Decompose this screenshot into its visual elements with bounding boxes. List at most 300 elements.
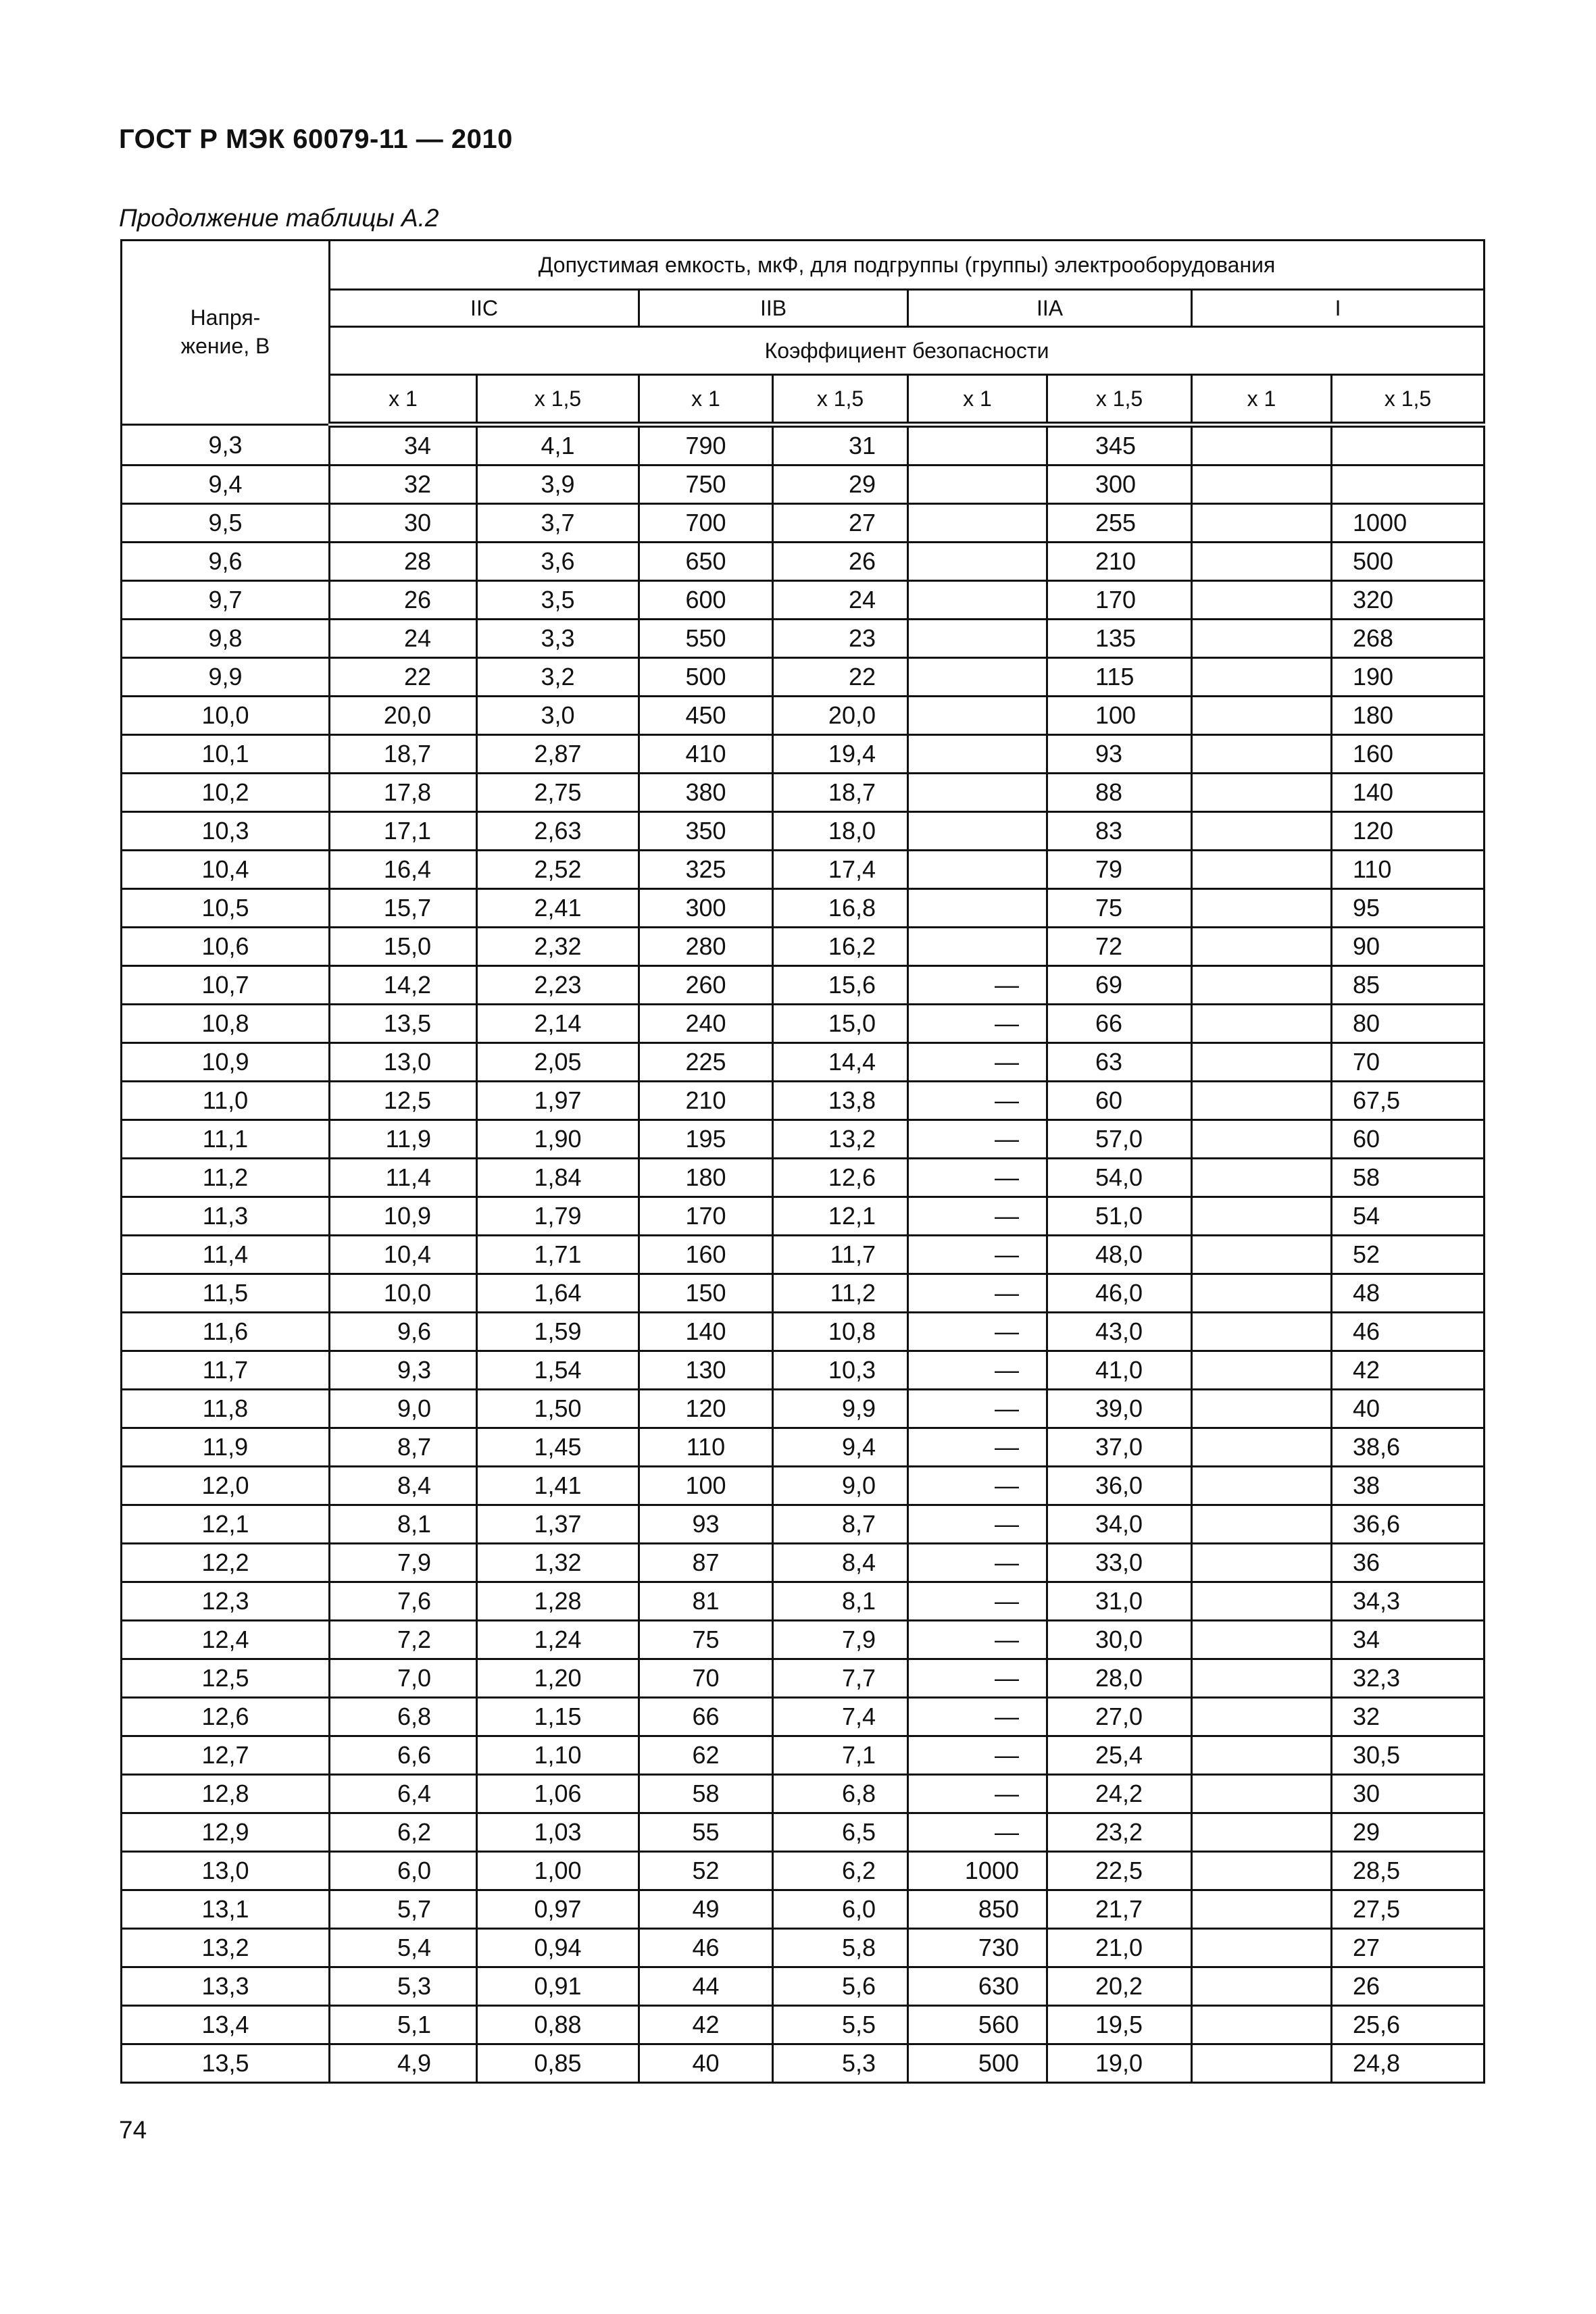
voltage-cell: 13,4 (122, 2006, 330, 2044)
table-row (122, 1582, 1485, 1621)
voltage-cell: 13,2 (122, 1929, 330, 1967)
capacity-cell: 40 (639, 2044, 773, 2083)
capacity-cell: 12,6 (773, 1159, 908, 1197)
capacity-cell: 180 (639, 1159, 773, 1197)
capacity-cell: 300 (639, 889, 773, 928)
capacity-cell: 1,90 (477, 1120, 639, 1159)
capacity-cell (1192, 1813, 1332, 1852)
voltage-cell: 9,5 (122, 504, 330, 543)
capacity-cell: 17,8 (330, 774, 477, 812)
capacity-cell: 93 (1047, 735, 1192, 774)
capacity-cell: 60 (1047, 1082, 1192, 1120)
capacity-cell: 2,63 (477, 812, 639, 851)
factor-header: х 1,5 (1047, 375, 1192, 425)
table-row (122, 2044, 1485, 2083)
capacity-cell: 83 (1047, 812, 1192, 851)
voltage-cell: 11,6 (122, 1313, 330, 1351)
capacity-cell: 32,3 (1332, 1659, 1485, 1698)
capacity-cell: 1,00 (477, 1852, 639, 1890)
capacity-cell: — (908, 1313, 1047, 1351)
capacity-cell: 90 (1332, 928, 1485, 966)
capacity-cell: 54 (1332, 1197, 1485, 1236)
capacity-cell: 135 (1047, 620, 1192, 658)
table-body (122, 425, 1485, 2083)
capacity-cell: 1000 (908, 1852, 1047, 1890)
capacity-cell: 24,8 (1332, 2044, 1485, 2083)
capacity-cell: 120 (639, 1390, 773, 1428)
capacity-cell: 1,45 (477, 1428, 639, 1467)
capacity-cell (908, 466, 1047, 504)
table-row (122, 1929, 1485, 1967)
capacity-cell: 115 (1047, 658, 1192, 697)
capacity-cell: 6,8 (773, 1775, 908, 1813)
voltage-cell: 10,7 (122, 966, 330, 1005)
capacity-cell: 60 (1332, 1120, 1485, 1159)
capacity-cell (908, 851, 1047, 889)
voltage-cell: 12,8 (122, 1775, 330, 1813)
voltage-cell: 10,3 (122, 812, 330, 851)
voltage-cell: 12,3 (122, 1582, 330, 1621)
capacity-cell: 170 (639, 1197, 773, 1236)
capacity-cell: 17,4 (773, 851, 908, 889)
capacity-cell: 210 (639, 1082, 773, 1120)
capacity-cell (1192, 889, 1332, 928)
capacity-cell (1192, 1390, 1332, 1428)
capacity-cell: 57,0 (1047, 1120, 1192, 1159)
table-row (122, 1736, 1485, 1775)
capacity-cell: 36,6 (1332, 1505, 1485, 1544)
capacity-cell: 2,52 (477, 851, 639, 889)
factor-header: х 1 (908, 375, 1047, 425)
capacity-cell: — (908, 1775, 1047, 1813)
capacity-cell (908, 658, 1047, 697)
voltage-cell: 11,8 (122, 1390, 330, 1428)
capacity-cell: 790 (639, 425, 773, 466)
table-row (122, 2006, 1485, 2044)
capacity-cell: 15,6 (773, 966, 908, 1005)
table-row (122, 1043, 1485, 1082)
table-row (122, 966, 1485, 1005)
capacity-cell: 44 (639, 1967, 773, 2006)
capacity-cell: 28,0 (1047, 1659, 1192, 1698)
voltage-cell: 12,9 (122, 1813, 330, 1852)
capacity-cell (1192, 1621, 1332, 1659)
capacity-cell: 11,2 (773, 1274, 908, 1313)
capacity-cell: — (908, 1659, 1047, 1698)
capacity-cell (1192, 1505, 1332, 1544)
table-row (122, 1005, 1485, 1043)
capacity-cell: 26 (330, 581, 477, 620)
capacity-cell: 55 (639, 1813, 773, 1852)
voltage-cell: 10,9 (122, 1043, 330, 1082)
capacity-cell: 30,0 (1047, 1621, 1192, 1659)
capacity-cell (1192, 1351, 1332, 1390)
capacity-cell: 6,5 (773, 1813, 908, 1852)
capacity-cell: 16,8 (773, 889, 908, 928)
voltage-cell: 10,4 (122, 851, 330, 889)
capacity-cell: 5,8 (773, 1929, 908, 1967)
capacity-cell: 1,71 (477, 1236, 639, 1274)
capacity-cell (908, 504, 1047, 543)
voltage-cell: 9,7 (122, 581, 330, 620)
capacity-cell: 79 (1047, 851, 1192, 889)
capacity-cell: 240 (639, 1005, 773, 1043)
table-row (122, 1544, 1485, 1582)
capacity-cell: 6,0 (330, 1852, 477, 1890)
table-row (122, 658, 1485, 697)
capacity-cell (1192, 1967, 1332, 2006)
capacity-cell: 700 (639, 504, 773, 543)
capacity-cell: 34,0 (1047, 1505, 1192, 1544)
capacity-cell: 12,5 (330, 1082, 477, 1120)
group-header-iic: IIC (330, 290, 639, 327)
capacity-cell (1192, 1890, 1332, 1929)
table-header (122, 241, 1485, 425)
capacity-cell: 5,7 (330, 1890, 477, 1929)
capacity-cell: 16,2 (773, 928, 908, 966)
capacity-cell: 38 (1332, 1467, 1485, 1505)
table-row (122, 543, 1485, 581)
voltage-cell: 10,1 (122, 735, 330, 774)
table-row (122, 774, 1485, 812)
capacity-cell: 8,1 (330, 1505, 477, 1544)
capacity-cell (1192, 466, 1332, 504)
capacity-cell (1192, 1197, 1332, 1236)
capacity-cell: 66 (1047, 1005, 1192, 1043)
table-row (122, 1390, 1485, 1428)
capacity-cell: 6,2 (773, 1852, 908, 1890)
capacity-cell: 11,9 (330, 1120, 477, 1159)
capacity-cell: 10,8 (773, 1313, 908, 1351)
capacity-cell: 11,7 (773, 1236, 908, 1274)
capacity-cell: 3,6 (477, 543, 639, 581)
capacity-cell: 5,1 (330, 2006, 477, 2044)
capacity-cell (1192, 928, 1332, 966)
capacity-cell: 5,3 (330, 1967, 477, 2006)
capacity-cell: 3,5 (477, 581, 639, 620)
safety-factor-header: Коэффициент безопасности (330, 327, 1485, 375)
table-row (122, 466, 1485, 504)
capacity-cell: 120 (1332, 812, 1485, 851)
table-row (122, 620, 1485, 658)
capacity-cell: 730 (908, 1929, 1047, 1967)
voltage-column-header (122, 241, 330, 425)
table-row (122, 697, 1485, 735)
capacity-cell: 2,23 (477, 966, 639, 1005)
capacity-cell: 5,4 (330, 1929, 477, 1967)
capacity-cell: 18,7 (773, 774, 908, 812)
table-row (122, 1852, 1485, 1890)
capacity-cell: 160 (1332, 735, 1485, 774)
table-row (122, 1505, 1485, 1544)
capacity-cell: 63 (1047, 1043, 1192, 1082)
capacity-cell: 66 (639, 1698, 773, 1736)
capacity-cell: — (908, 1005, 1047, 1043)
voltage-cell: 13,0 (122, 1852, 330, 1890)
capacity-cell: 1,64 (477, 1274, 639, 1313)
table-row (122, 851, 1485, 889)
capacity-cell: — (908, 1236, 1047, 1274)
capacity-cell: — (908, 1351, 1047, 1390)
table-row (122, 812, 1485, 851)
capacity-cell (1192, 966, 1332, 1005)
capacity-cell (1192, 1659, 1332, 1698)
capacity-cell: 268 (1332, 620, 1485, 658)
capacity-cell: — (908, 1274, 1047, 1313)
factor-header: х 1,5 (477, 375, 639, 425)
capacity-cell: 41,0 (1047, 1351, 1192, 1390)
capacity-cell (908, 581, 1047, 620)
capacity-cell: 1,50 (477, 1390, 639, 1428)
capacity-cell: 70 (1332, 1043, 1485, 1082)
capacity-cell: 26 (773, 543, 908, 581)
capacity-cell: 5,6 (773, 1967, 908, 2006)
voltage-cell: 10,5 (122, 889, 330, 928)
capacity-cell: 6,2 (330, 1813, 477, 1852)
table-row (122, 1967, 1485, 2006)
voltage-cell: 12,0 (122, 1467, 330, 1505)
capacity-cell: 18,0 (773, 812, 908, 851)
capacity-cell (908, 697, 1047, 735)
capacity-cell: 380 (639, 774, 773, 812)
capacity-cell (1192, 1929, 1332, 1967)
capacity-cell: 1,84 (477, 1159, 639, 1197)
capacity-cell: 255 (1047, 504, 1192, 543)
capacity-cell: 9,3 (330, 1351, 477, 1390)
capacity-cell: 2,87 (477, 735, 639, 774)
voltage-cell: 11,5 (122, 1274, 330, 1313)
capacity-cell: 9,0 (773, 1467, 908, 1505)
table-row (122, 1159, 1485, 1197)
voltage-cell: 9,8 (122, 620, 330, 658)
capacity-cell: 0,85 (477, 2044, 639, 2083)
capacity-cell (1192, 1159, 1332, 1197)
capacity-cell: 130 (639, 1351, 773, 1390)
capacity-cell: 24,2 (1047, 1775, 1192, 1813)
capacity-cell (908, 889, 1047, 928)
capacity-cell: 345 (1047, 425, 1192, 466)
capacity-cell: 180 (1332, 697, 1485, 735)
voltage-cell: 12,7 (122, 1736, 330, 1775)
capacity-cell: 2,05 (477, 1043, 639, 1082)
capacity-cell: 650 (639, 543, 773, 581)
capacity-cell: 22 (330, 658, 477, 697)
capacity-cell: 13,2 (773, 1120, 908, 1159)
voltage-cell: 12,5 (122, 1659, 330, 1698)
capacity-cell: 43,0 (1047, 1313, 1192, 1351)
capacity-cell: 2,32 (477, 928, 639, 966)
capacity-cell: 6,4 (330, 1775, 477, 1813)
capacity-cell (1192, 2006, 1332, 2044)
capacity-cell: 15,7 (330, 889, 477, 928)
capacity-cell: 4,1 (477, 425, 639, 466)
capacity-cell: 7,4 (773, 1698, 908, 1736)
capacity-cell: 24 (773, 581, 908, 620)
capacity-cell: 9,0 (330, 1390, 477, 1428)
capacity-cell: 7,0 (330, 1659, 477, 1698)
capacity-cell: 7,7 (773, 1659, 908, 1698)
capacity-cell: 280 (639, 928, 773, 966)
capacity-cell: 0,94 (477, 1929, 639, 1967)
capacity-cell: — (908, 1120, 1047, 1159)
table-row (122, 1120, 1485, 1159)
capacity-cell: 18,7 (330, 735, 477, 774)
capacity-cell: 20,2 (1047, 1967, 1192, 2006)
table-row (122, 1236, 1485, 1274)
capacity-cell: 9,6 (330, 1313, 477, 1351)
table-row (122, 1428, 1485, 1467)
capacity-cell: 110 (639, 1428, 773, 1467)
capacity-cell: 9,4 (773, 1428, 908, 1467)
capacity-cell: 49 (639, 1890, 773, 1929)
voltage-cell: 11,1 (122, 1120, 330, 1159)
capacity-cell: 27 (1332, 1929, 1485, 1967)
capacity-cell: 8,7 (330, 1428, 477, 1467)
capacity-cell (1192, 2044, 1332, 2083)
capacity-cell: 88 (1047, 774, 1192, 812)
voltage-cell: 13,5 (122, 2044, 330, 2083)
capacity-cell: — (908, 1813, 1047, 1852)
group-header-iib: IIB (639, 290, 908, 327)
capacity-cell: — (908, 1698, 1047, 1736)
capacity-cell (908, 620, 1047, 658)
capacity-cell: 450 (639, 697, 773, 735)
voltage-cell: 11,7 (122, 1351, 330, 1390)
capacity-cell: 62 (639, 1736, 773, 1775)
capacity-cell: 140 (639, 1313, 773, 1351)
factor-header: х 1,5 (773, 375, 908, 425)
capacity-cell (1192, 1428, 1332, 1467)
capacity-cell (1192, 774, 1332, 812)
capacity-cell: 350 (639, 812, 773, 851)
capacity-cell (1192, 1005, 1332, 1043)
capacity-cell: 15,0 (773, 1005, 908, 1043)
capacity-cell (1192, 1736, 1332, 1775)
capacity-cell: 260 (639, 966, 773, 1005)
capacity-cell: 13,0 (330, 1043, 477, 1082)
capacity-cell: — (908, 1582, 1047, 1621)
table-row (122, 504, 1485, 543)
capacity-cell: 1,10 (477, 1736, 639, 1775)
capacity-cell: 75 (1047, 889, 1192, 928)
capacity-cell: 33,0 (1047, 1544, 1192, 1582)
capacity-cell: 29 (773, 466, 908, 504)
capacity-cell: 3,9 (477, 466, 639, 504)
voltage-cell: 12,2 (122, 1544, 330, 1582)
voltage-cell: 12,4 (122, 1621, 330, 1659)
capacity-cell: 1,03 (477, 1813, 639, 1852)
capacity-cell: 32 (330, 466, 477, 504)
capacity-cell: 52 (1332, 1236, 1485, 1274)
voltage-cell: 13,3 (122, 1967, 330, 2006)
capacity-cell: 8,1 (773, 1582, 908, 1621)
capacity-cell: 160 (639, 1236, 773, 1274)
capacity-cell: 13,8 (773, 1082, 908, 1120)
capacity-cell: 27,0 (1047, 1698, 1192, 1736)
capacity-cell (1192, 1236, 1332, 1274)
capacity-cell: 58 (1332, 1159, 1485, 1197)
capacity-cell: 1,32 (477, 1544, 639, 1582)
table-row (122, 1698, 1485, 1736)
capacity-cell: 500 (639, 658, 773, 697)
table-row (122, 1813, 1485, 1852)
capacity-cell: 140 (1332, 774, 1485, 812)
capacity-cell (908, 543, 1047, 581)
capacity-cell (1192, 812, 1332, 851)
capacity-cell: 190 (1332, 658, 1485, 697)
capacity-cell: 58 (639, 1775, 773, 1813)
capacity-cell: 37,0 (1047, 1428, 1192, 1467)
capacity-cell: 600 (639, 581, 773, 620)
capacity-cell: 16,4 (330, 851, 477, 889)
capacity-cell: 87 (639, 1544, 773, 1582)
capacity-cell: 550 (639, 620, 773, 658)
capacity-cell: — (908, 1159, 1047, 1197)
capacity-cell (1192, 1698, 1332, 1736)
capacity-cell: 48 (1332, 1274, 1485, 1313)
capacity-cell: 80 (1332, 1005, 1485, 1043)
capacity-cell: 36,0 (1047, 1467, 1192, 1505)
table-row (122, 1621, 1485, 1659)
capacity-cell (1192, 1467, 1332, 1505)
table-row (122, 1082, 1485, 1120)
capacity-cell: 2,41 (477, 889, 639, 928)
capacity-cell: 6,0 (773, 1890, 908, 1929)
table-row (122, 1659, 1485, 1698)
capacity-cell: 28,5 (1332, 1852, 1485, 1890)
capacity-cell: 38,6 (1332, 1428, 1485, 1467)
capacity-cell: 0,97 (477, 1890, 639, 1929)
capacity-cell: 225 (639, 1043, 773, 1082)
capacity-cell (1332, 425, 1485, 466)
capacity-cell: 12,1 (773, 1197, 908, 1236)
capacity-cell (908, 774, 1047, 812)
capacity-cell: 1,54 (477, 1351, 639, 1390)
capacity-cell: — (908, 966, 1047, 1005)
capacity-cell: 100 (1047, 697, 1192, 735)
table-caption: Продолжение таблицы А.2 (119, 204, 439, 232)
capacity-cell: 29 (1332, 1813, 1485, 1852)
capacity-cell: — (908, 1082, 1047, 1120)
capacity-cell: 34 (1332, 1621, 1485, 1659)
capacity-cell: 85 (1332, 966, 1485, 1005)
document-header: ГОСТ Р МЭК 60079-11 — 2010 (119, 124, 513, 154)
capacity-cell: 7,9 (330, 1544, 477, 1582)
capacity-cell: 75 (639, 1621, 773, 1659)
capacity-cell: 67,5 (1332, 1082, 1485, 1120)
table-row (122, 425, 1485, 466)
capacity-cell: 48,0 (1047, 1236, 1192, 1274)
capacity-cell (908, 812, 1047, 851)
capacity-cell (1192, 620, 1332, 658)
voltage-cell: 9,4 (122, 466, 330, 504)
capacity-cell: 1,15 (477, 1698, 639, 1736)
table-row (122, 889, 1485, 928)
capacity-cell: 1,28 (477, 1582, 639, 1621)
capacity-cell (1192, 1274, 1332, 1313)
capacity-cell: 3,2 (477, 658, 639, 697)
capacity-cell: 17,1 (330, 812, 477, 851)
capacity-cell: 210 (1047, 543, 1192, 581)
table-row (122, 735, 1485, 774)
capacity-cell: 54,0 (1047, 1159, 1192, 1197)
capacity-cell (908, 735, 1047, 774)
table-row (122, 1313, 1485, 1351)
capacity-cell: 40 (1332, 1390, 1485, 1428)
capacity-cell: 1,06 (477, 1775, 639, 1813)
capacity-cell: 0,88 (477, 2006, 639, 2044)
capacity-cell: 28 (330, 543, 477, 581)
